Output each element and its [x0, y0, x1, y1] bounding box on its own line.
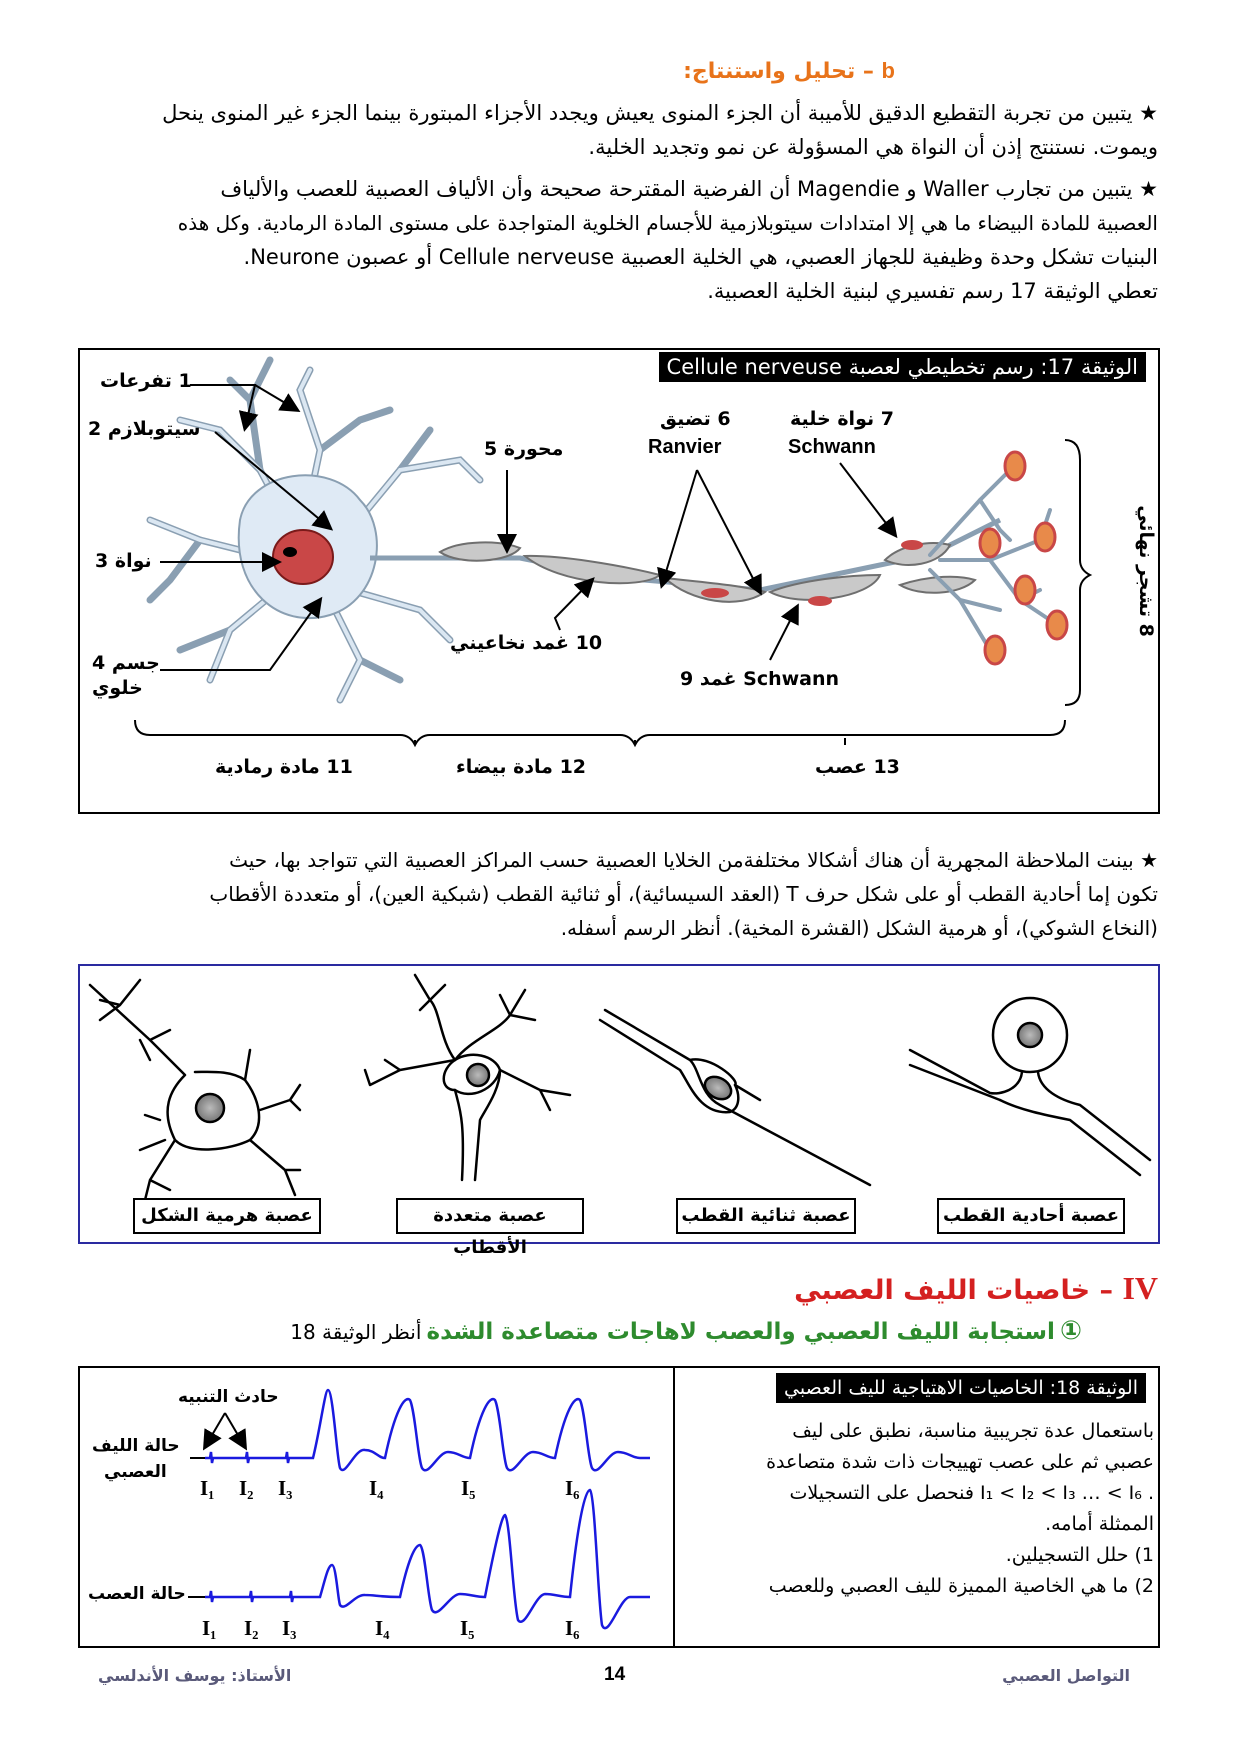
footer-chapter: التواصل العصبي: [1002, 1666, 1130, 1685]
section-iv-title: – خاصيات الليف العصبي: [794, 1275, 1114, 1306]
stimulus-label: حادث التنبيه: [178, 1387, 279, 1407]
footer-teacher: الأستاذ: يوسف الأندلسي: [98, 1666, 292, 1685]
fiber-state-label-1: حالة الليف: [92, 1436, 180, 1456]
doc17-title: الوثيقة 17: رسم تخطيطي لعصبة Cellule nerveuse: [659, 352, 1146, 382]
nerve-intensity-2: I₂: [244, 1616, 259, 1640]
label-myelin-sheath: 10 غمد نخاعيني: [450, 632, 603, 654]
label-schwann-nucleus-1: 7 نواة خلية: [790, 408, 894, 430]
nerve-intensity-1: I₁: [202, 1616, 217, 1640]
label-schwann-nucleus-2: Schwann: [788, 436, 876, 458]
label-ranvier-1: 6 تضيق: [660, 408, 731, 430]
doc18-text-line-4: الممثلة أمامه.: [1045, 1513, 1154, 1535]
fiber-intensity-2: I₂: [239, 1476, 254, 1500]
footer-page-number: 14: [604, 1664, 626, 1685]
fiber-intensity-4: I₄: [369, 1476, 384, 1500]
star-bullet: ★: [1139, 177, 1158, 201]
nerve-intensity-4: I₄: [375, 1616, 390, 1640]
pyramidal-neuron-label: عصبة هرمية الشكل: [133, 1198, 321, 1234]
p2-text-1: يتبين من تجارب Waller و Magendie أن الفرضية المقترحة صحيحة وأن الألياف العصبية للعصب والألياف: [220, 177, 1133, 201]
paragraph-2-line-2: العصبية للمادة البيضاء ما هي إلا امتدادات سيتوبلازمية للأجسام الخلوية المتواجدة على مستوى المادة الرمادية. وكل هذه: [177, 211, 1158, 235]
section-iv-number: IV: [1122, 1270, 1158, 1306]
p1-text-1: يتبين من تجربة التقطيع الدقيق للأميبة أن الجزء المنوى يعيش ويجدد الأجزاء المبتورة بينما الجزء غير المنوى ينحل: [162, 101, 1133, 125]
section-b-label: b: [881, 58, 895, 83]
label-axon: محورة 5: [484, 438, 564, 460]
fiber-state-label-2: العصبي: [104, 1462, 167, 1482]
p1-text-2: ويموت. نستنتج إذن أن النواة هي المسؤولة عن نمو وتجديد الخلية.: [588, 135, 1158, 159]
label-ranvier-2: Ranvier: [648, 436, 722, 458]
star-bullet: ★: [1139, 101, 1158, 125]
subsection-1-marker: ①: [1059, 1316, 1082, 1346]
label-dendrites: 1 تفرعات: [100, 370, 192, 392]
nerve-recording: [205, 1490, 650, 1628]
label-terminal-arborization: 8 تشجر نهائي: [1134, 505, 1157, 637]
doc18-question-1: 1) حلل التسجيلين.: [1005, 1544, 1154, 1566]
p3-text-1: بينت الملاحظة المجهرية أن هناك أشكالا مختلفةمن الخلايا العصبية حسب المراكز العصبية التي تتواجد بها، حيث: [229, 848, 1134, 872]
label-schwann-sheath: Schwann غمد 9: [680, 668, 840, 690]
nerve-intensity-5: I₅: [460, 1616, 475, 1640]
subsection-1-ref: أنظر الوثيقة 18: [290, 1320, 422, 1344]
paragraph-2-line-3: البنيات تشكل وحدة وظيفية للجهاز العصبي، هي الخلية العصبية Cellule nerveuse أو عصبون Neurone.: [243, 245, 1158, 269]
unipolar-neuron-label: عصبة أحادية القطب: [937, 1198, 1125, 1234]
doc18-text-line-3: . I₁ < I₂ < I₃ … < I₆ فنحصل على التسجيلات: [789, 1482, 1154, 1504]
multipolar-neuron-label: عصبة متعددة الأقطاب: [396, 1198, 584, 1234]
label-cell-body: جسم 4: [92, 652, 160, 674]
bipolar-neuron-label: عصبة ثنائية القطب: [676, 1198, 856, 1234]
doc18-question-2: 2) ما هي الخاصية المميزة لليف العصبي وللعصب: [768, 1575, 1154, 1597]
doc18-text-line-1: باستعمال عدة تجريبية مناسبة، نطبق على ليف: [792, 1420, 1154, 1442]
nerve-state-label: حالة العصب: [88, 1584, 186, 1604]
fiber-intensity-5: I₅: [461, 1476, 476, 1500]
fiber-intensity-1: I₁: [200, 1476, 215, 1500]
paragraph-3-line-3: (النخاع الشوكي)، أو هرمية الشكل (القشرة المخية). أنظر الرسم أسفله.: [560, 916, 1158, 940]
subsection-1-title: استجابة الليف العصبي والعصب لاهاجات متصاعدة الشدة: [426, 1319, 1055, 1345]
paragraph-2-line-4: تعطي الوثيقة 17 رسم تفسيري لبنية الخلية العصبية.: [707, 279, 1158, 303]
nerve-intensity-6: I₆: [565, 1616, 580, 1640]
star-bullet: ★: [1140, 848, 1158, 872]
section-b-title: – تحليل واستنتاج:: [683, 59, 874, 84]
paragraph-3-line-2: تكون إما أحادية القطب أو على شكل حرف T (العقد السيسائية)، أو ثنائية القطب (شبكية العين)، أو متعددة الأقطاب: [209, 882, 1158, 906]
label-nucleus: نواة 3: [95, 550, 152, 572]
fiber-intensity-3: I₃: [278, 1476, 293, 1500]
label-grey-matter: 11 مادة رمادية: [215, 756, 353, 778]
label-white-matter: 12 مادة بيضاء: [456, 756, 587, 778]
fiber-intensity-6: I₆: [565, 1476, 580, 1500]
doc18-title: الوثيقة 18: الخاصيات الاهتياجية لليف العصبي: [776, 1373, 1146, 1403]
label-cell-body-2: خلوي: [92, 677, 143, 699]
doc18-text-line-2: عصبي ثم على عصب تهييجات ذات شدة متصاعدة: [766, 1451, 1154, 1473]
label-cytoplasm: سيتوبلازم 2: [88, 418, 201, 440]
nerve-intensity-3: I₃: [282, 1616, 297, 1640]
label-nerve: 13 عصب: [815, 756, 900, 778]
